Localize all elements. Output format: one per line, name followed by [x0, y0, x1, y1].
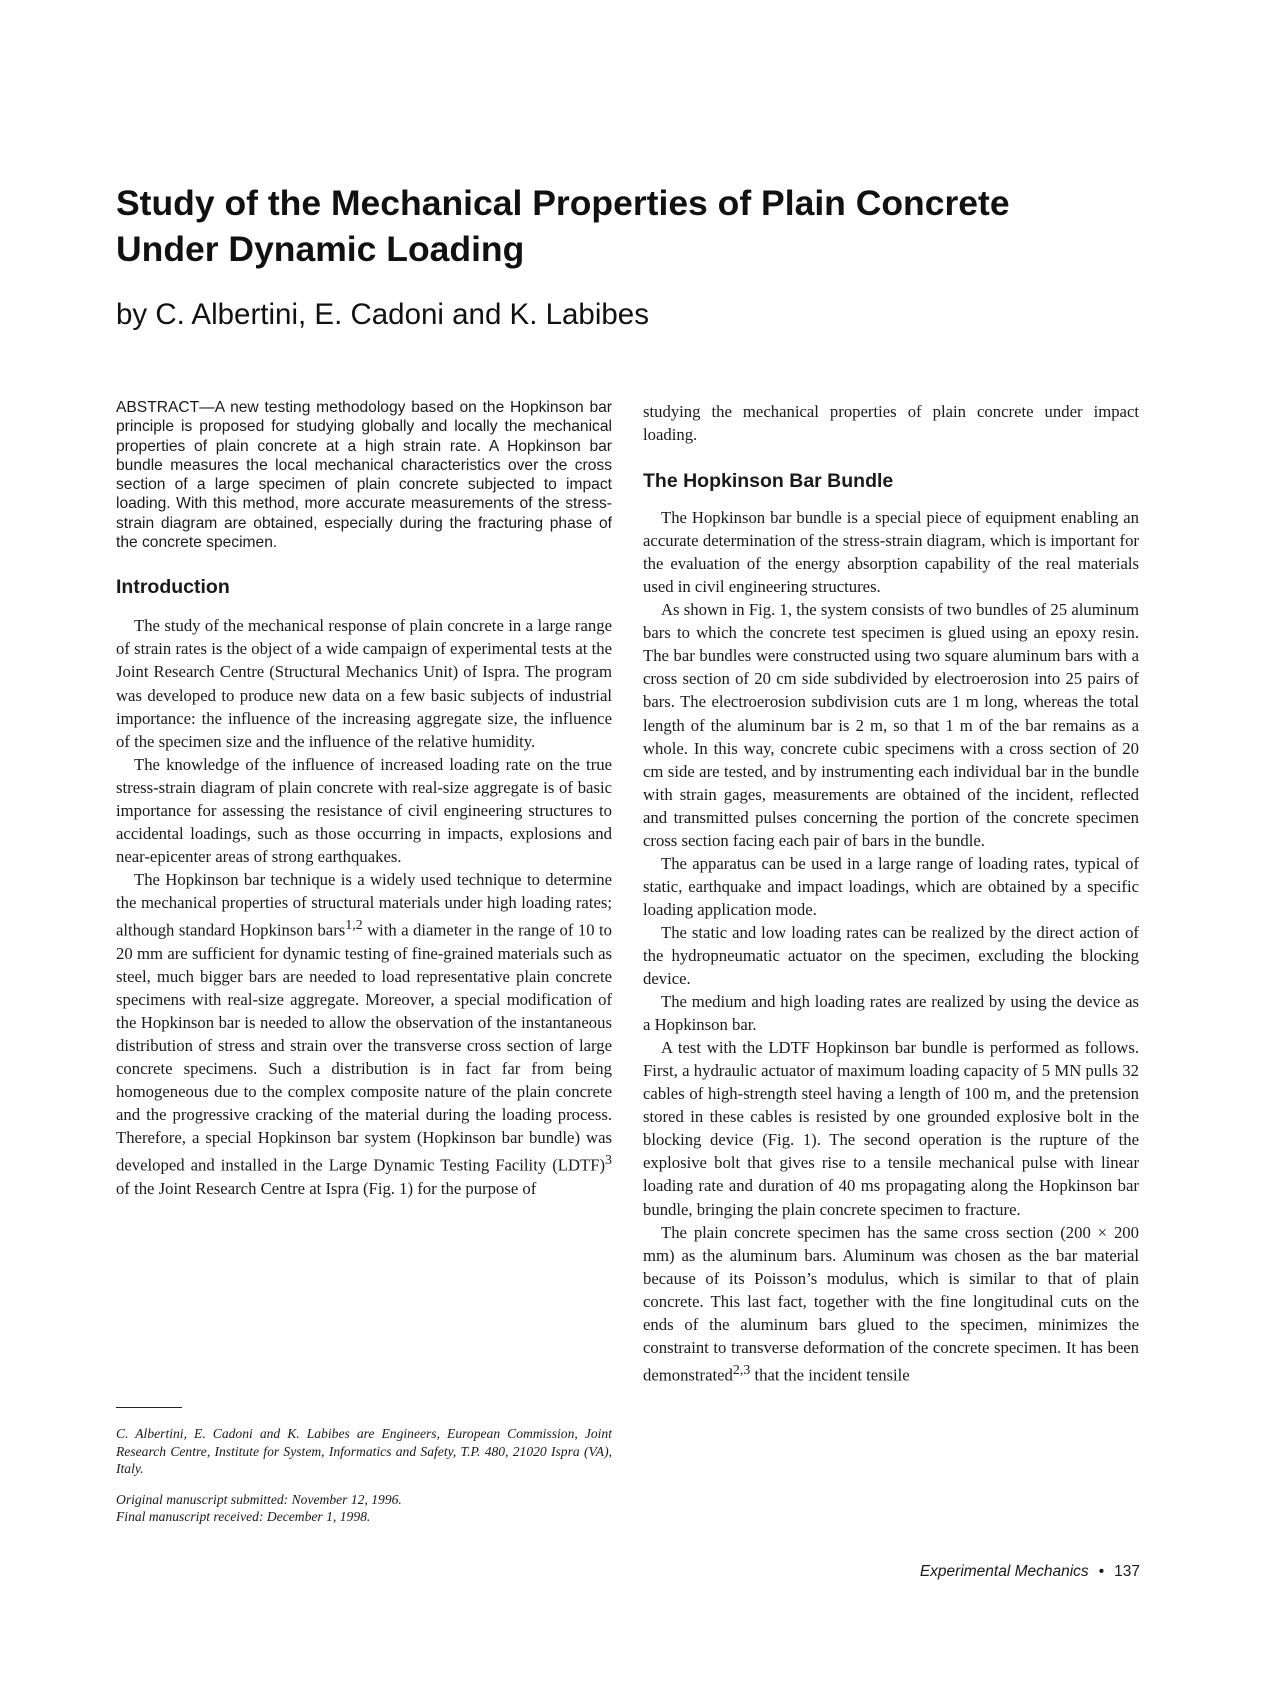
footnotes — [116, 1425, 612, 1526]
paper-title-line-1: Study of the Mechanical Properties of Plain Concrete — [116, 183, 1010, 223]
paper-authors: by C. Albertini, E. Cadoni and K. Labibes — [116, 298, 649, 331]
running-footer — [900, 1563, 1140, 1581]
bundle-paragraph-3: The apparatus can be used in a large range of loading rates, typical of static, earthquake and impact loadings, which are obtained by a specific loading application mode. — [643, 853, 1139, 919]
intro-paragraph-3-part-b: with a diameter in the range of 10 to 20 mm are sufficient for dynamic testing of fine-grained materials such as steel, much bigger bars are needed to load representative plain concrete specimens with real-size aggregate. Moreover, a special modification of the Hopkinson bar is needed to allow the observation of the instantaneous distribution of stress and strain over the transverse cross section of large concrete specimens. Such a distribution is in fact far from being homogeneous due to the complex composite nature of the plain concrete and the progressive cracking of the material during the loading process. Therefore, a special Hopkinson bar system (Hopkinson bar bundle) was developed and installed in the Large Dynamic Testing Facility (LDTF) — [116, 920, 612, 1175]
bundle-paragraph-7-part-b: that the incident tensile — [750, 1365, 910, 1385]
hopkinson-section-body — [643, 506, 1139, 1386]
citation-superscript: 2,3 — [732, 1362, 751, 1378]
citation-superscript: 1,2 — [345, 917, 363, 933]
introduction-heading: Introduction — [116, 576, 230, 599]
abstract: ABSTRACT—A new testing methodology based on the Hopkinson bar principle is proposed for studying globally and locally the mechanical properties of plain concrete at a high strain rate. A Hopkinson bar bundle measures the local mechanical characteristics over the cross section of a large specimen of plain concrete subjected to impact loading. With this method, more accurate measurements of the stress-strain diagram are obtained, especially during the fracturing phase of the concrete specimen. — [116, 399, 612, 552]
bullet-separator: • — [1098, 1563, 1105, 1580]
intro-paragraph-3 — [116, 868, 612, 1200]
bundle-paragraph-7-part-a: The plain concrete specimen has the same cross section (200 × 200 mm) as the aluminum bars. Aluminum was chosen as the bar material because of its Poisson’s modulus, which is similar to that of plain concrete. This last fact, together with the fine longitudinal cuts on the ends of the aluminum bars glued to the specimen, minimizes the constraint to transverse deformation of the concrete specimen. It has been demonstrated — [643, 1222, 1139, 1385]
bundle-paragraph-5: The medium and high loading rates are realized by using the device as a Hopkinson bar. — [643, 992, 1139, 1035]
bundle-paragraph-2: As shown in Fig. 1, the system consists of two bundles of 25 aluminum bars to which the concrete test specimen is glued using an epoxy resin. The bar bundles were constructed using two square aluminum bars with a cross section of 20 cm side subdivided by electroerosion into 25 pairs of bars. The electroerosion subdivision cuts are 1 m long, whereas the total length of the aluminum bar is 2 m, so that 1 m of the bar remains as a whole. In this way, concrete cubic specimens with a cross section of 20 cm side are tested, and by instrumenting each individual bar in the bundle with strain gages, measurements are obtained of the incident, reflected and transmitted pulses concerning the portion of the concrete specimen cross section facing each pair of bars in the bundle. — [643, 600, 1139, 850]
paper-title — [116, 180, 1176, 272]
hopkinson-bar-bundle-heading: The Hopkinson Bar Bundle — [643, 470, 894, 493]
page-number: 137 — [1114, 1563, 1140, 1580]
paper-title-line-2: Under Dynamic Loading — [116, 229, 525, 269]
journal-name: Experimental Mechanics — [919, 1563, 1089, 1580]
bundle-paragraph-1: The Hopkinson bar bundle is a special piece of equipment enabling an accurate determination of the stress-strain diagram, which is important for the evaluation of the energy absorption capability of the real materials used in civil engineering structures. — [643, 508, 1139, 597]
bundle-paragraph-4: The static and low loading rates can be realized by the direct action of the hydropneumatic actuator on the specimen, excluding the blocking device. — [643, 922, 1139, 989]
author-affiliation-footnote: C. Albertini, E. Cadoni and K. Labibes are Engineers, European Commission, Joint Research Centre, Institute for System, Informatics and Safety, T.P. 480, 21020 Ispra (VA), Italy. — [116, 1426, 612, 1477]
intro-paragraph-3-part-a: The Hopkinson bar technique is a widely used technique to determine the mechanical properties of structural materials under high loading rates; although standard Hopkinson bars — [116, 869, 612, 940]
intro-paragraph-1: The study of the mechanical response of plain concrete in a large range of strain rates is the object of a wide campaign of experimental tests at the Joint Research Centre (Structural Mechanics Unit) of Ispra. The program was developed to produce new data on a few basic subjects of industrial importance: the influence of the increasing aggregate size, the influence of the specimen size and the influence of the relative humidity. — [116, 616, 612, 751]
right-column — [643, 400, 1139, 1386]
introduction-body — [116, 614, 612, 1199]
bundle-paragraph-6: A test with the LDTF Hopkinson bar bundle is performed as follows. First, a hydraulic actuator of maximum loading capacity of 5 MN pulls 32 cables of high-strength steel having a length of 100 m, and the pretension stored in these cables is resisted by one grounded explosive bolt in the blocking device (Fig. 1). The second operation is the rupture of the explosive bolt that gives rise to a tensile mechanical pulse with linear loading rate and duration of 40 ms propagating along the Hopkinson bar bundle, bringing the plain concrete specimen to fracture. — [643, 1038, 1139, 1219]
right-column-body — [643, 400, 1139, 446]
continuation-paragraph: studying the mechanical properties of plain concrete under impact loading. — [643, 402, 1139, 445]
intro-paragraph-3-part-c: of the Joint Research Centre at Ispra (Fig. 1) for the purpose of — [116, 1178, 537, 1198]
footnote-divider — [116, 1407, 182, 1408]
citation-superscript: 3 — [605, 1153, 612, 1169]
manuscript-received-date: Final manuscript received: December 1, 1998. — [116, 1509, 371, 1525]
bundle-paragraph-7 — [643, 1221, 1139, 1387]
manuscript-submitted-date: Original manuscript submitted: November 12, 1996. — [116, 1491, 402, 1507]
intro-paragraph-2: The knowledge of the influence of increased loading rate on the true stress-strain diagram of plain concrete with real-size aggregate is of basic importance for assessing the resistance of civil engineering structures to accidental loadings, such as those occurring in impacts, explosions and near-epicenter areas of strong earthquakes. — [116, 754, 612, 866]
left-column — [116, 398, 612, 1200]
